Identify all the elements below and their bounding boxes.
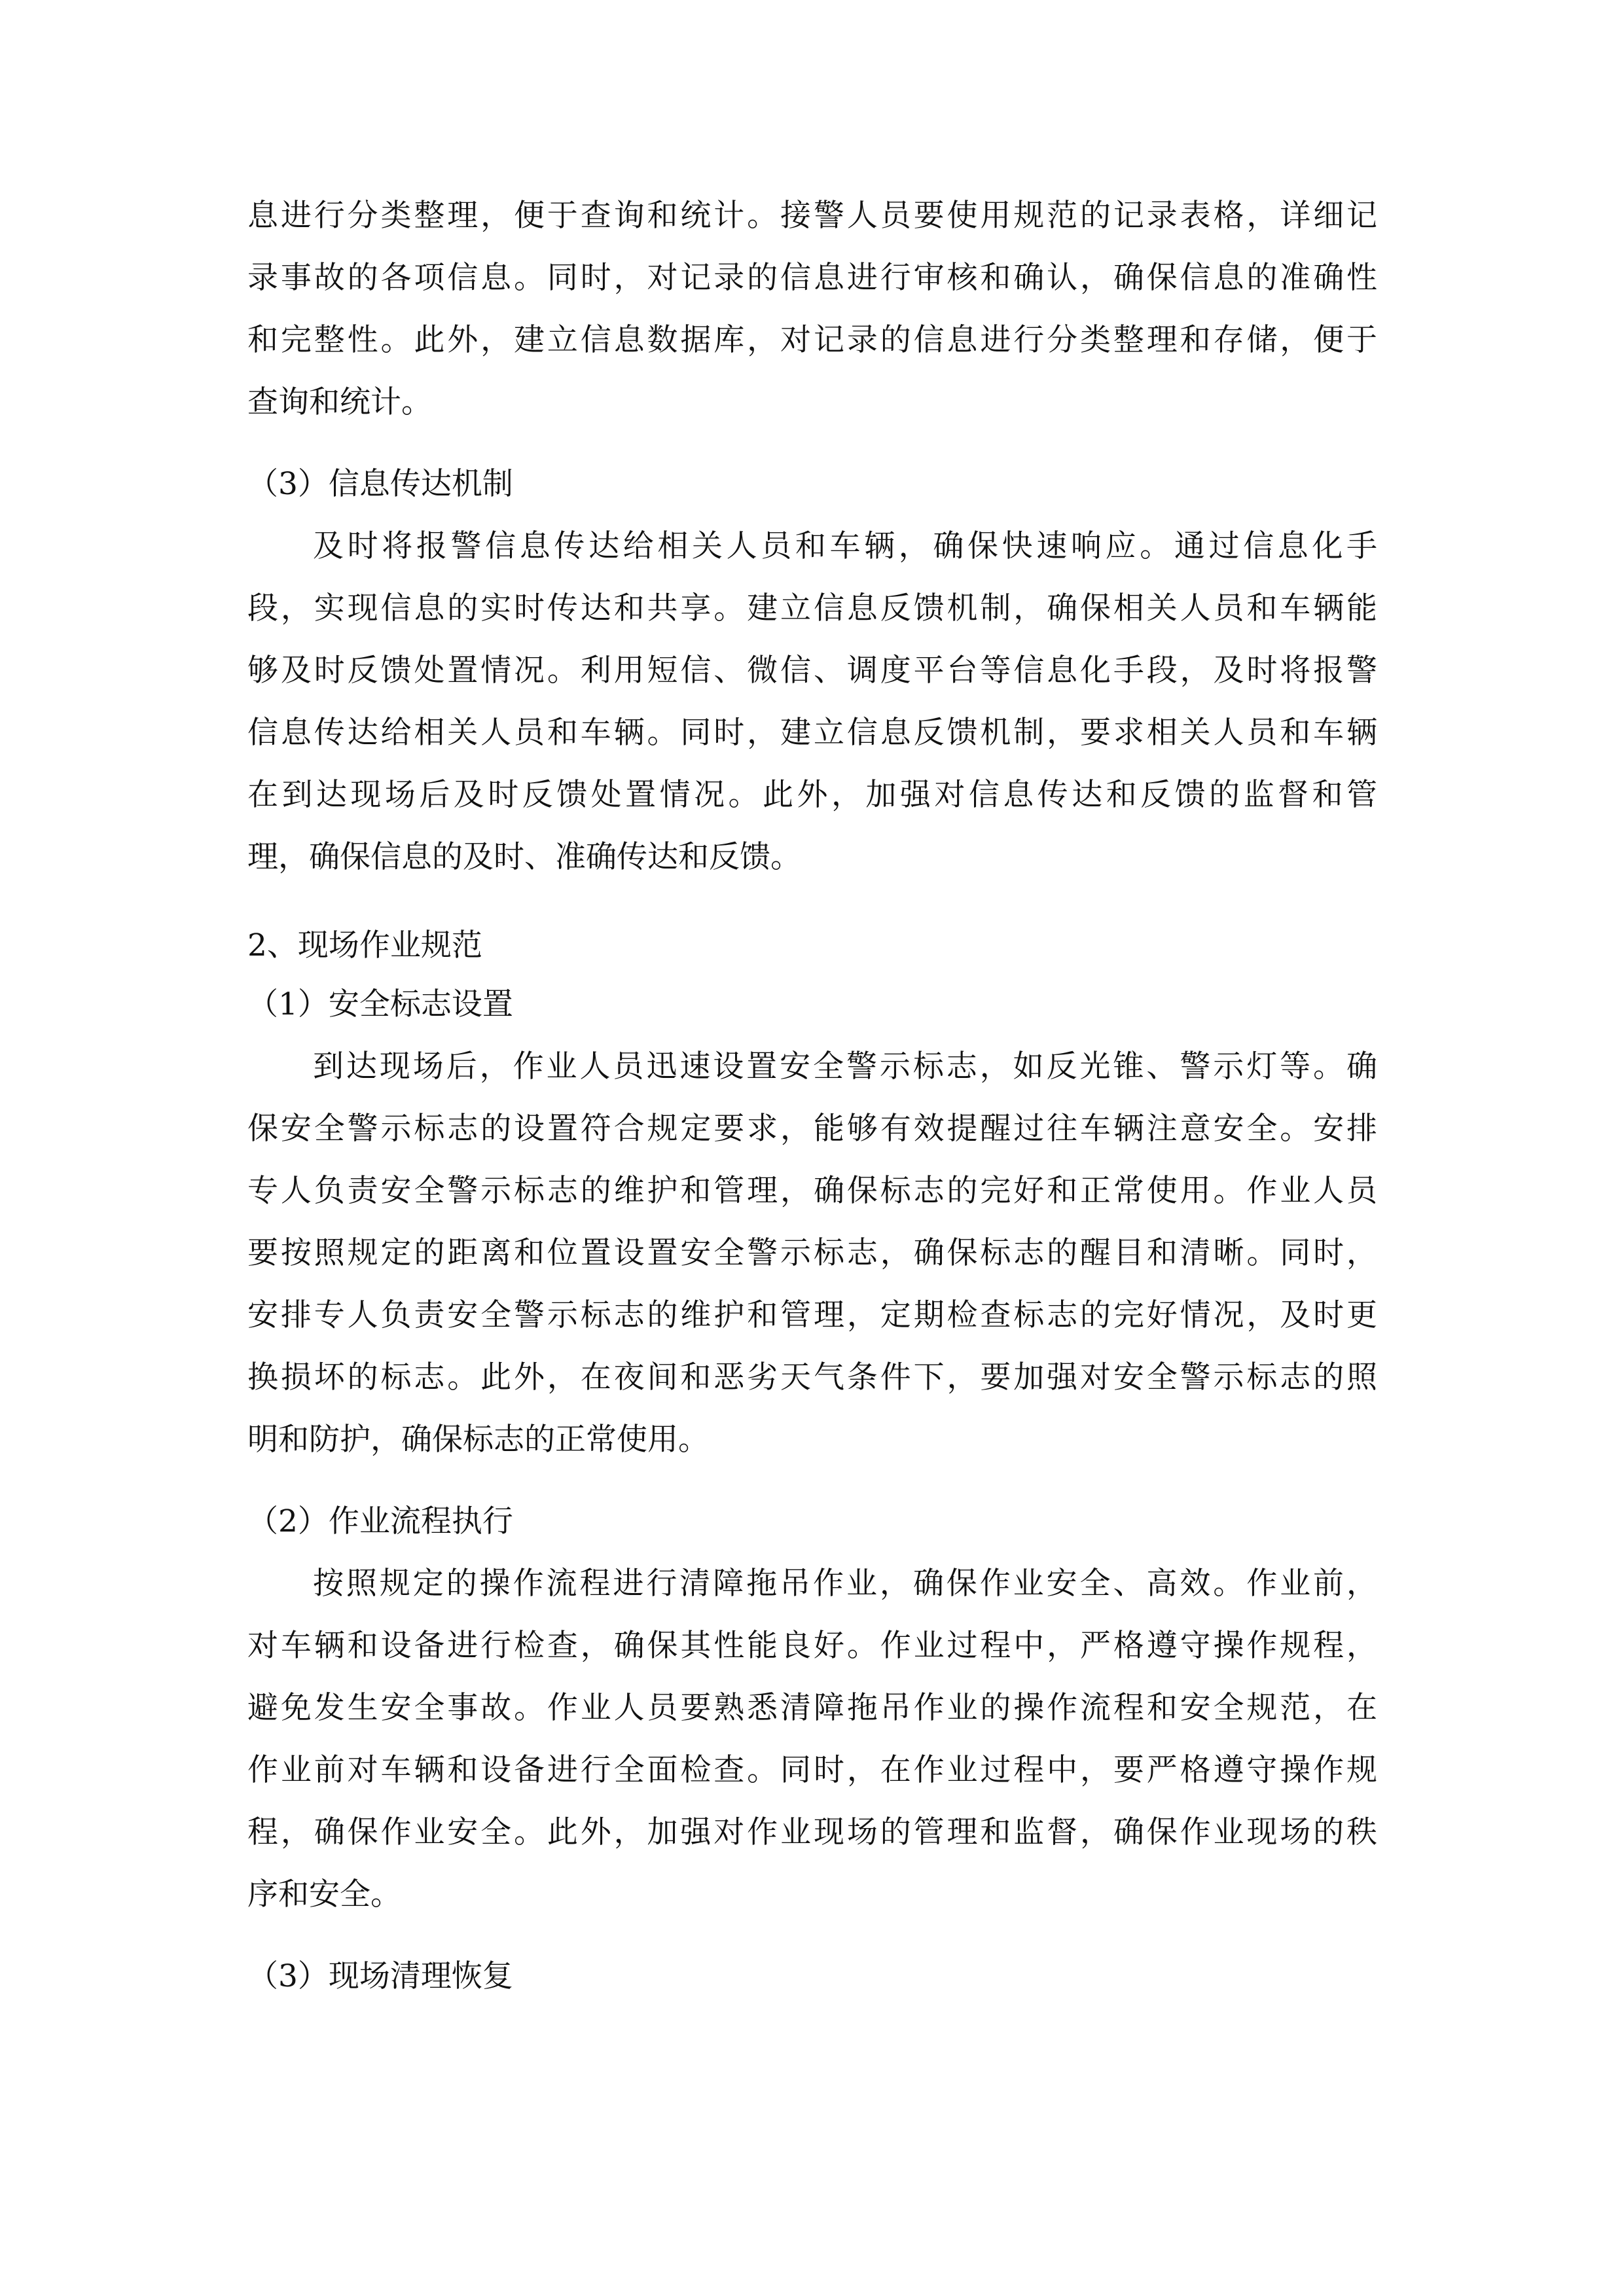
paragraph-line: 录事故的各项信息。同时，对记录的信息进行审核和确认，确保信息的准确性 [247, 260, 1377, 296]
paragraph-line: 够及时反馈处置情况。利用短信、微信、调度平台等信息化手段，及时将报警 [247, 653, 1377, 689]
paragraph-line: 息进行分类整理，便于查询和统计。接警人员要使用规范的记录表格，详细记 [247, 198, 1377, 234]
section-heading-workflow: （2）作业流程执行 [247, 1503, 513, 1539]
paragraph-line: 对车辆和设备进行检查，确保其性能良好。作业过程中，严格遵守操作规程， [247, 1628, 1377, 1664]
section-heading-cleanup: （3）现场清理恢复 [247, 1958, 513, 1994]
paragraph-line: 信息传达给相关人员和车辆。同时，建立信息反馈机制，要求相关人员和车辆 [247, 715, 1377, 751]
paragraph-line: 明和防护，确保标志的正常使用。 [247, 1422, 709, 1458]
section-heading-info-transfer: （3）信息传达机制 [247, 466, 513, 502]
paragraph-line: 安排专人负责安全警示标志的维护和管理，定期检查标志的完好情况，及时更 [247, 1297, 1377, 1333]
paragraph-line: 查询和统计。 [247, 384, 432, 420]
paragraph-line: 到达现场后，作业人员迅速设置安全警示标志，如反光锥、警示灯等。确 [313, 1049, 1377, 1085]
section-heading-safety-signs: （1）安全标志设置 [247, 986, 513, 1022]
paragraph-line: 避免发生安全事故。作业人员要熟悉清障拖吊作业的操作流程和安全规范，在 [247, 1690, 1377, 1726]
paragraph-line: 及时将报警信息传达给相关人员和车辆，确保快速响应。通过信息化手 [313, 528, 1377, 564]
paragraph-line: 换损坏的标志。此外，在夜间和恶劣天气条件下，要加强对安全警示标志的照 [247, 1359, 1377, 1395]
paragraph-line: 要按照规定的距离和位置设置安全警示标志，确保标志的醒目和清晰。同时， [247, 1235, 1377, 1271]
paragraph-line: 段，实现信息的实时传达和共享。建立信息反馈机制，确保相关人员和车辆能 [247, 590, 1377, 626]
paragraph-line: 在到达现场后及时反馈处置情况。此外，加强对信息传达和反馈的监督和管 [247, 777, 1377, 813]
paragraph-line: 理，确保信息的及时、准确传达和反馈。 [247, 839, 801, 875]
paragraph-line: 作业前对车辆和设备进行全面检查。同时，在作业过程中，要严格遵守操作规 [247, 1752, 1377, 1788]
paragraph-line: 保安全警示标志的设置符合规定要求，能够有效提醒过往车辆注意安全。安排 [247, 1111, 1377, 1147]
paragraph-line: 专人负责安全警示标志的维护和管理，确保标志的完好和正常使用。作业人员 [247, 1173, 1377, 1209]
paragraph-line: 程，确保作业安全。此外，加强对作业现场的管理和监督，确保作业现场的秩 [247, 1814, 1377, 1850]
paragraph-line: 序和安全。 [247, 1876, 401, 1912]
paragraph-line: 和完整性。此外，建立信息数据库，对记录的信息进行分类整理和存储，便于 [247, 322, 1377, 358]
section-heading-2: 2、现场作业规范 [247, 927, 482, 963]
paragraph-line: 按照规定的操作流程进行清障拖吊作业，确保作业安全、高效。作业前， [313, 1566, 1377, 1602]
